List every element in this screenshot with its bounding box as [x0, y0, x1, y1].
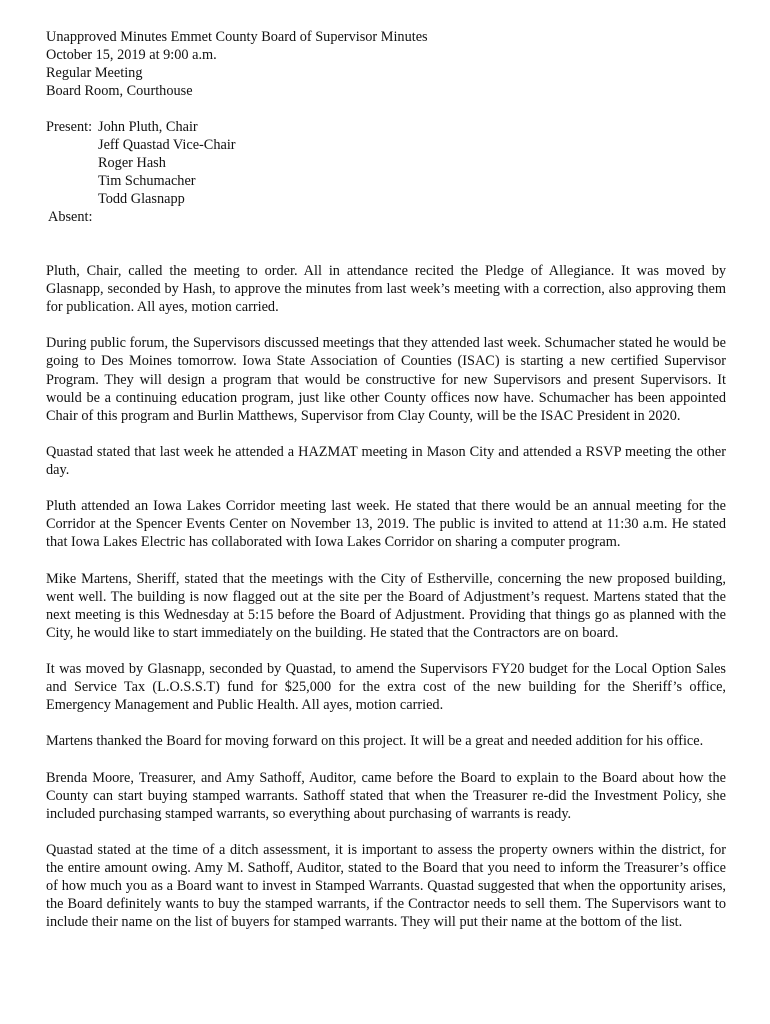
paragraph-sheriff-report: Mike Martens, Sheriff, stated that the meetings with the City of Estherville, concerning the new proposed building, went well. The building is now flagged out at the site per the Board of Adjustment’s request. Martens stated that the next meeting is this Wednesday at 5:15 before the Board of Adjustment. Providing that things go as planned with the City, he would like to start immediately on the building. He stated that the Contractors are on board.: [46, 570, 726, 641]
paragraph-public-forum: During public forum, the Supervisors discussed meetings that they attended last week. Schumacher stated he would be going to Des Moines tomorrow. Iowa State Association of Counties (ISAC) is starting a new certified Supervisor Program. They will design a program that would be constructive for new Supervisors and present Supervisors. It would be a continuing education program, just like other County offices now have. Schumacher has been appointed Chair of this program and Burlin Matthews, Supervisor from Clay County, will be the ISAC President in 2020.: [46, 335, 726, 424]
member-name: Roger Hash: [98, 155, 166, 172]
document-title: Unapproved Minutes Emmet County Board of Supervisor Minutes: [46, 29, 428, 45]
paragraph-ditch-assessment: Quastad stated at the time of a ditch assessment, it is important to assess the property owners within the district, for the entire amount owing. Amy M. Sathoff, Auditor, stated to the Board that you need to inform the Treasurer’s office of how much you as a Board want to invest in Stamped Warrants. Quastad suggested that when the opportunity arises, the Board definitely wants to buy the stamped warrants, if the Contractor needs to sell them. The Supervisors want to include their name on the list of buyers for stamped warrants. They will put their name at the bottom of the list.: [46, 842, 726, 931]
member-name: Jeff Quastad Vice-Chair: [98, 137, 236, 154]
meeting-date: October 15, 2019 at 9:00 a.m.: [46, 47, 217, 64]
member-name: Todd Glasnapp: [98, 191, 185, 208]
paragraph-pluth-report: Pluth attended an Iowa Lakes Corridor meeting last week. He stated that there would be an annual meeting for the Corridor at the Spencer Events Center on November 13, 2019. The public is invited to attend at 11:30 a.m. He stated that Iowa Lakes Electric has collaborated with Iowa Lakes Corridor on sharing a computer program.: [46, 498, 726, 551]
paragraph-stamped-warrants: Brenda Moore, Treasurer, and Amy Sathoff, Auditor, came before the Board to explain to the Board about how the County can start buying stamped warrants. Sathoff stated that when the Treasurer re-did the Investment Policy, she included purchasing stamped warrants, so everything about purchasing of warrants is ready.: [46, 769, 726, 822]
member-name: John Pluth, Chair: [98, 119, 198, 135]
absent-row: [46, 208, 236, 226]
meeting-location: Board Room, Courthouse: [46, 83, 193, 100]
member-row: [46, 154, 236, 172]
attendance-list: [46, 118, 236, 227]
paragraph-call-to-order: Pluth, Chair, called the meeting to order. All in attendance recited the Pledge of Allegiance. It was moved by Glasnapp, seconded by Hash, to approve the minutes from last week’s meeting with a correction, also approving them for publication. All ayes, motion carried.: [46, 263, 726, 316]
paragraph-martens-thanks: Martens thanked the Board for moving forward on this project. It will be a great and needed addition for his office.: [46, 733, 704, 750]
absent-label: Absent:: [48, 209, 93, 226]
paragraph-budget-motion: It was moved by Glasnapp, seconded by Quastad, to amend the Supervisors FY20 budget for the Local Option Sales and Service Tax (L.O.S.S.T) fund for $25,000 for the extra cost of the new building for the Sheriff’s office, Emergency Management and Public Health. All ayes, motion carried.: [46, 661, 726, 714]
meeting-type: Regular Meeting: [46, 65, 143, 82]
minutes-header: [46, 28, 428, 100]
member-row: [46, 172, 236, 190]
member-row: [46, 190, 236, 208]
member-name: Tim Schumacher: [98, 173, 196, 190]
present-label: Present:: [46, 119, 93, 135]
paragraph-quastad-report: Quastad stated that last week he attended a HAZMAT meeting in Mason City and attended a RSVP meeting the other day.: [46, 443, 726, 479]
member-row: [46, 136, 236, 154]
minutes-body: [46, 262, 726, 950]
present-row: [46, 118, 236, 136]
